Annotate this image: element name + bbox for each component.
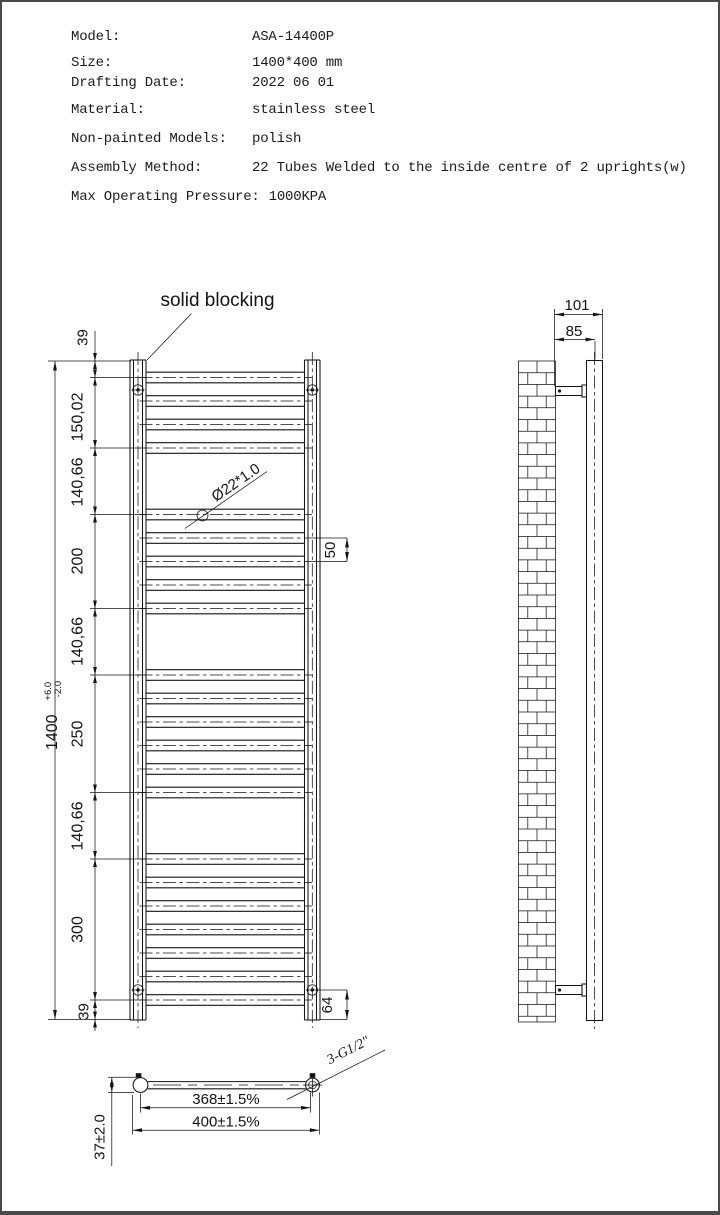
spec-value: ASA-14400P bbox=[252, 29, 335, 45]
dim-tol-minus: -2.0 bbox=[53, 680, 64, 698]
spec-label: Material: bbox=[71, 102, 145, 118]
solid-blocking-callout bbox=[147, 290, 275, 360]
wall-brick-hatch bbox=[519, 361, 556, 1022]
spec-value: 1400*400 mm bbox=[252, 55, 343, 71]
front-view-dimensions bbox=[38, 329, 131, 1031]
thread-label: 3-G1/2″ bbox=[324, 1033, 373, 1068]
leader-line bbox=[147, 314, 192, 361]
dim-368-label: 368±1.5% bbox=[192, 1091, 260, 1108]
dim-chain-250: 250 bbox=[69, 720, 87, 748]
dim-64-group bbox=[318, 990, 347, 1020]
spec-label: Model: bbox=[71, 29, 121, 45]
spec-value: 1000KPA bbox=[268, 189, 327, 205]
dim-50-group bbox=[312, 538, 347, 562]
spec-label: Non-painted Models: bbox=[71, 131, 227, 147]
dim-1400: 1400 bbox=[44, 714, 61, 751]
radiator-tubes bbox=[140, 372, 313, 1005]
dim-85-label: 85 bbox=[565, 323, 583, 340]
dim-chain-140-c: 140,66 bbox=[69, 801, 87, 851]
dim-chain-140-b: 140,66 bbox=[69, 617, 87, 666]
side-view bbox=[519, 297, 603, 1029]
dim-chain-200: 200 bbox=[69, 547, 87, 575]
spec-value: stainless steel bbox=[252, 102, 376, 118]
dim-400-label: 400±1.5% bbox=[192, 1113, 260, 1131]
tube-end-left bbox=[133, 1078, 148, 1093]
dim-chain-39-top: 39 bbox=[74, 329, 92, 346]
spec-label: Size: bbox=[71, 55, 113, 71]
bracket-plate-top bbox=[582, 385, 587, 397]
dim-64-label: 64 bbox=[319, 996, 336, 1014]
dim-101-label: 101 bbox=[564, 297, 590, 314]
spec-label: Drafting Date: bbox=[71, 75, 186, 91]
dim-50-label: 50 bbox=[322, 541, 339, 559]
bracket-tab-right bbox=[310, 1073, 316, 1078]
tube-spec-callout bbox=[185, 460, 267, 528]
dim-chain-140-a: 140,66 bbox=[69, 457, 87, 507]
mounting-screws bbox=[132, 385, 319, 995]
bracket-tab-left bbox=[136, 1073, 142, 1078]
spec-value: polish bbox=[252, 131, 302, 147]
dim-chain-150: 150,02 bbox=[69, 392, 87, 442]
svg-text:1400 +6.0 bbox=[38, 677, 64, 750]
chain-dimension-marks bbox=[90, 353, 146, 1028]
spec-label: Assembly Method: bbox=[71, 160, 203, 176]
dim-chain-300: 300 bbox=[69, 916, 87, 943]
spec-value: 22 Tubes Welded to the inside centre of 2 uprights(w) bbox=[252, 160, 687, 176]
solid-blocking-label: solid blocking bbox=[160, 290, 275, 311]
plan-view bbox=[92, 1034, 386, 1166]
bracket-plate-bottom bbox=[582, 984, 587, 996]
tube-spec-label: Ø22*1.0 bbox=[208, 460, 264, 506]
spec-label: Max Operating Pressure: bbox=[71, 189, 260, 205]
dim-37-label: 37±2.0 bbox=[91, 1114, 109, 1160]
dim-tol-plus: +6.0 bbox=[43, 681, 54, 701]
spec-value: 2022 06 01 bbox=[252, 75, 335, 91]
overall-dimension-label bbox=[38, 677, 64, 750]
dim-chain-39-bottom: 39 bbox=[75, 1003, 93, 1020]
